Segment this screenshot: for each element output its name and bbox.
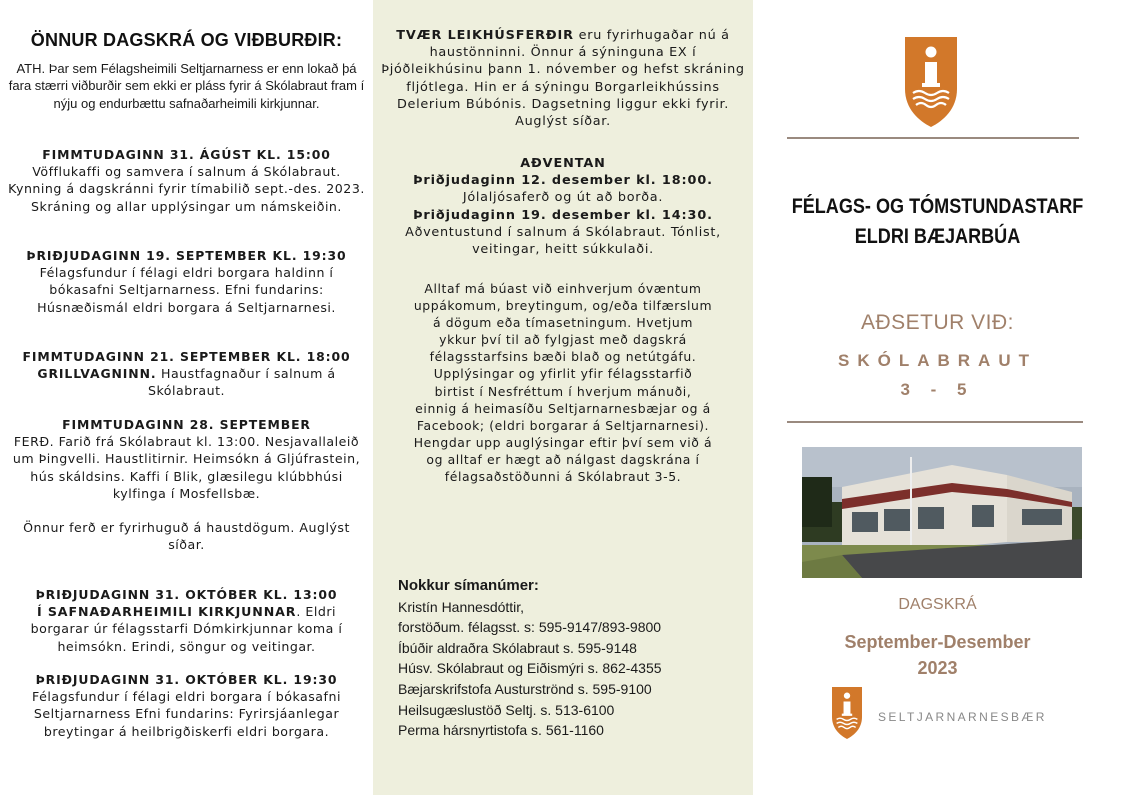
left-panel bbox=[0, 0, 373, 795]
event-aug-31 bbox=[8, 146, 365, 215]
location-label: AÐSETUR VIÐ: bbox=[860, 311, 1015, 334]
location-number: 3 - 5 bbox=[900, 380, 975, 399]
event-body: Félagsfundur í félagi eldri borgara í bókasafni Seltjarnarness Efni fundarins: Fyrirsjáanlegar breytingar á heilbrigðiskerfi eldri borgara. bbox=[32, 689, 341, 739]
right-panel bbox=[753, 0, 1122, 795]
divider bbox=[787, 421, 1083, 423]
event-body: . Eldri borgarar úr félagsstarfi Dómkirkjunnar koma í heimsókn. Erindi, söngur og veitingar. bbox=[30, 604, 343, 654]
phone-numbers bbox=[398, 576, 738, 741]
program-period bbox=[753, 629, 1122, 681]
phone-line: Kristín Hannesdóttir, bbox=[398, 598, 525, 615]
period-year: 2023 bbox=[917, 658, 958, 678]
advent-date-1: Þriðjudaginn 12. desember kl. 18:00. bbox=[413, 173, 713, 189]
building-photo bbox=[802, 447, 1082, 578]
middle-panel bbox=[373, 0, 753, 795]
theatre-heading: TVÆR LEIKHÚSFERÐIR bbox=[396, 28, 574, 43]
phone-line: Perma hársnyrtistofa s. 561-1160 bbox=[398, 722, 604, 739]
divider bbox=[787, 137, 1079, 139]
event-heading: ÞRIÐJUDAGINN 31. OKTÓBER KL. 19:30 bbox=[35, 672, 338, 687]
theatre-body: eru fyrirhugaðar nú á haustönninni. Önnur á sýninguna EX í Þjóðleikhúsinu þann 1. nóvember og hefst skráning fljótlega. Hin er á sýningu Borgarleikhússins Delerium Búbónis. Dagsetning liggur ekki fyrir. Auglýst síðar. bbox=[381, 28, 745, 130]
phone-line: forstöðum. félagsst. s: 595-9147/893-9800 bbox=[398, 619, 662, 636]
seltjarnarnes-logo bbox=[905, 37, 957, 127]
title-line-2: ELDRI BÆJARBÚA bbox=[854, 225, 1021, 248]
event-sep-21 bbox=[8, 348, 365, 400]
event-location: Í SAFNAÐARHEIMILI KIRKJUNNAR bbox=[36, 604, 297, 620]
event-body: Haustfagnaður í salnum á Skólabraut. bbox=[147, 366, 336, 399]
event-heading: ÞRIÐJUDAGINN 31. OKTÓBER KL. 13:00 bbox=[35, 587, 338, 602]
advent-section bbox=[377, 155, 749, 258]
period-months: September-Desember bbox=[844, 632, 1031, 652]
event-body: FERÐ. Farið frá Skólabraut kl. 13:00. Nesjavallaleið um Þingvelli. Haustlitirnir. Heimsókn á Gljúfrastein, hús skáldsins. Kaffi í Blik, glæsilegu klúbbhúsi kylfinga í Mosfellsbæ. bbox=[12, 434, 361, 501]
event-heading: FIMMTUDAGINN 28. SEPTEMBER bbox=[62, 417, 311, 432]
intro-note: ATH. Þar sem Félagsheimili Seltjarnarness er enn lokað þá fara stærri viðburðir sem ekki er pláss fyrir á Skólabraut fram í nýju og endurbættu safnaðarheimili kirkjunnar. bbox=[8, 61, 365, 111]
event-oct-31-b bbox=[8, 671, 365, 740]
event-body: Vöfflukaffi og samvera í salnum á Skólabraut. Kynning á dagskránni fyrir tímabilið sept.-des. 2023. Skráning og allar upplýsingar um námskeiðin. bbox=[8, 164, 365, 214]
phone-line: Íbúðir aldraðra Skólabraut s. 595-9148 bbox=[398, 639, 637, 656]
advent-text-2: Aðventustund í salnum á Skólabraut. Tónlist, veitingar, heitt súkkulaði. bbox=[405, 224, 721, 258]
event-sep-28 bbox=[8, 416, 365, 553]
advent-text-1: Jólaljósaferð og út að borða. bbox=[462, 190, 664, 206]
brand-name: SELTJARNARNESBÆR bbox=[878, 710, 1047, 724]
event-heading: ÞRIÐJUDAGINN 19. SEPTEMBER KL. 19:30 bbox=[26, 248, 347, 263]
notice-text: Alltaf má búast við einhverjum óvæntum uppákomum, breytingum, og/eða tilfærslum á dögum eða tímasetningum. Hvetjum ykkur því til að fylgjast með dagskrá félagsstarfsins bæði blað og netútgáfu. Upplýsingar og yfirlit yfir félagsstarfið birtist í Nesfréttum í hverjum mánuði, einnig á heimasíðu Seltjarnarnesbæjar og á Facebook; (eldri borgarar á Seltjarnarnesi). Hengdar upp auglýsingar eftir því sem við á og alltaf er hægt að nálgast dagskrána í félagsaðstöðunni á Skólabraut 3-5. bbox=[413, 281, 713, 485]
title-line-1: FÉLAGS- OG TÓMSTUNDASTARF bbox=[791, 195, 1084, 218]
location-street: SKÓLABRAUT bbox=[838, 351, 1037, 370]
advent-date-2: Þriðjudaginn 19. desember kl. 14:30. bbox=[413, 207, 713, 223]
small-logo bbox=[832, 686, 862, 740]
phone-line: Húsv. Skólabraut og Eiðismýri s. 862-4355 bbox=[398, 660, 662, 677]
phone-line: Bæjarskrifstofa Austurströnd s. 595-9100 bbox=[398, 680, 652, 697]
event-oct-31-a bbox=[8, 586, 365, 655]
event-note: Önnur ferð er fyrirhuguð á haustdögum. Auglýst síðar. bbox=[23, 520, 350, 553]
event-heading: FIMMTUDAGINN 31. ÁGÚST KL. 15:00 bbox=[42, 147, 331, 162]
event-heading: FIMMTUDAGINN 21. SEPTEMBER KL. 18:00 GRILLVAGNINN. bbox=[22, 349, 351, 382]
event-text bbox=[8, 348, 365, 400]
main-title bbox=[779, 192, 1096, 252]
phones-title: Nokkur símanúmer: bbox=[398, 577, 539, 594]
events-heading: ÖNNUR DAGSKRÁ OG VIÐBURÐIR: bbox=[30, 30, 343, 50]
phone-line: Heilsugæslustöð Seltj. s. 513-6100 bbox=[398, 701, 615, 718]
theatre-trips bbox=[377, 27, 749, 130]
event-body: Félagsfundur í félagi eldri borgara haldinn í bókasafni Seltjarnarness. Efni fundarins: Húsnæðismál eldri borgara á Seltjarnarnesi. bbox=[37, 265, 336, 315]
advent-title: AÐVENTAN bbox=[520, 156, 606, 171]
event-sep-19 bbox=[8, 247, 365, 316]
program-label: DAGSKRÁ bbox=[898, 596, 977, 613]
